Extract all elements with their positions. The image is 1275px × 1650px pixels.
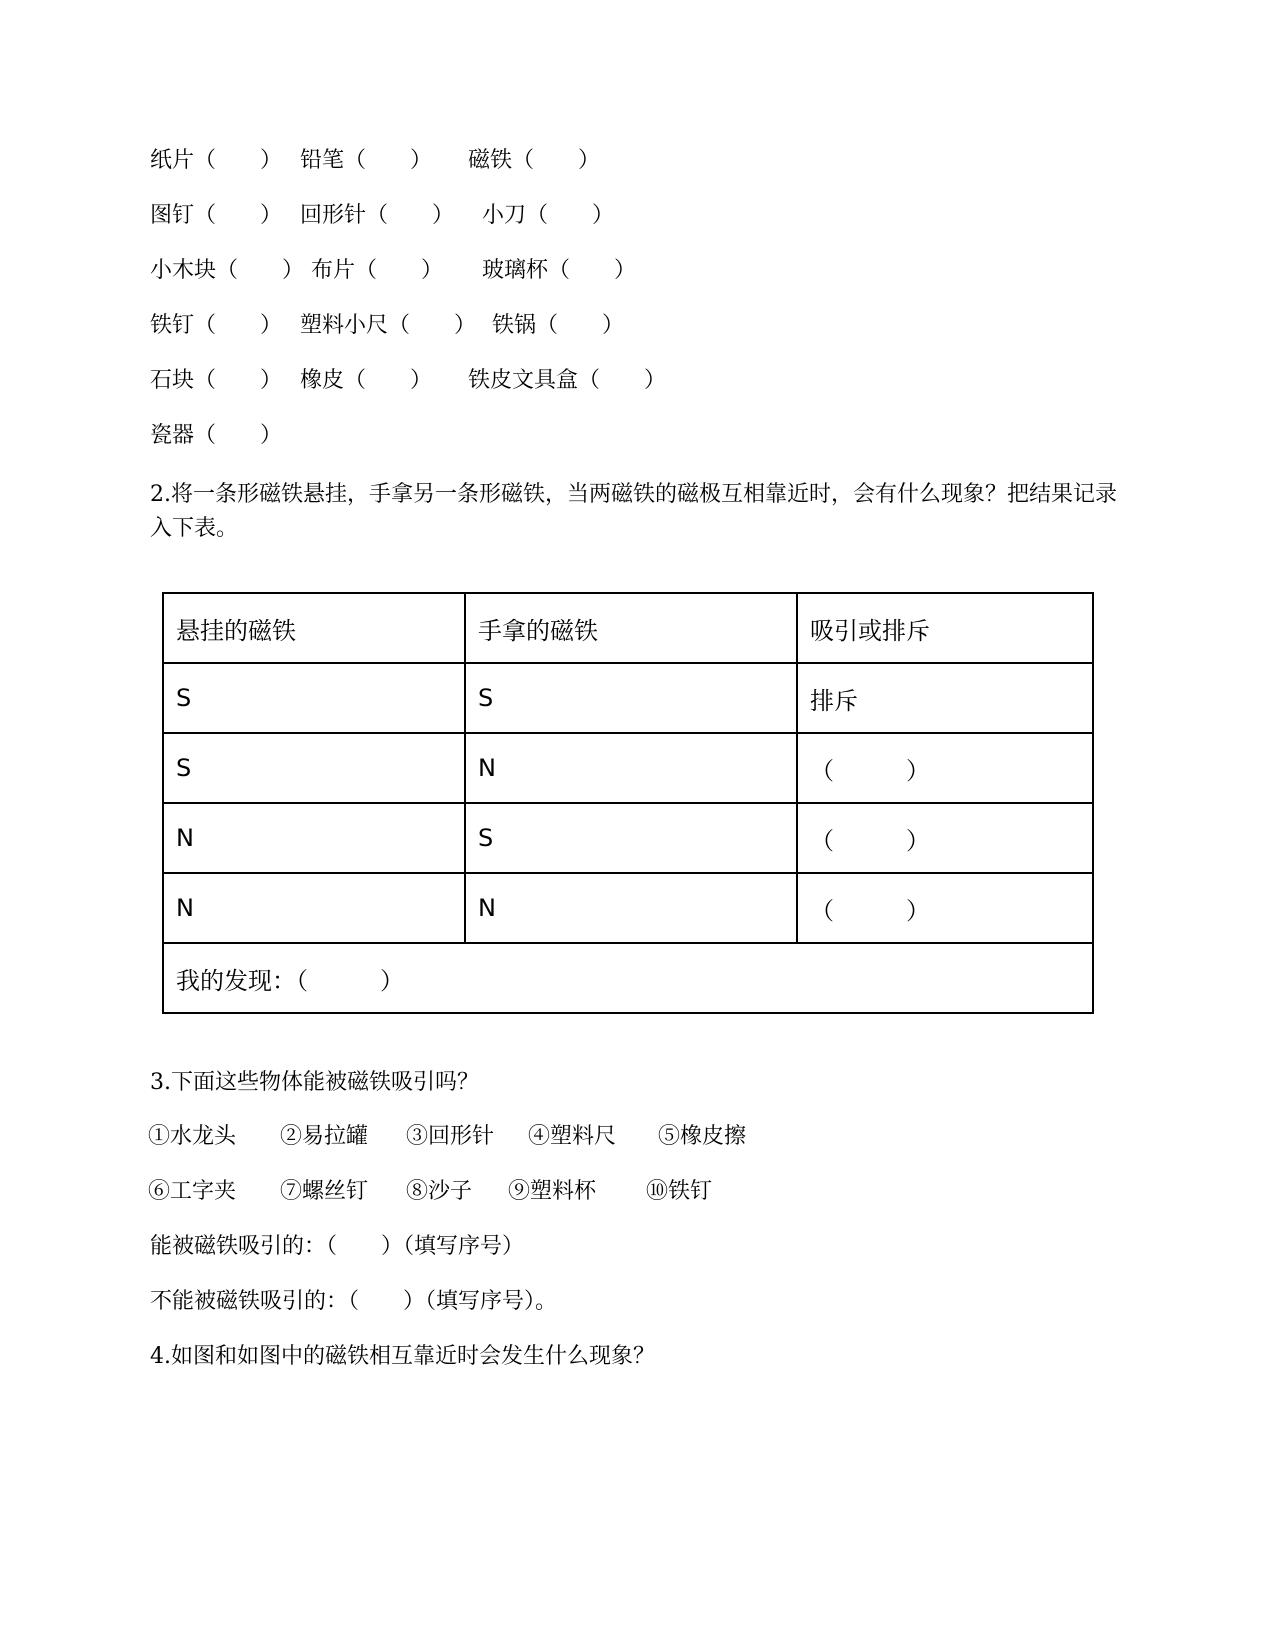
q3-item: ⑥工字夹 xyxy=(148,1179,237,1204)
q3-not-attract-answer[interactable]: 不能被磁铁吸引的：（ ）（填写序号）。 xyxy=(150,1289,558,1314)
table-cell: N xyxy=(465,733,797,803)
item-magnet: 磁铁（ ） xyxy=(468,148,601,173)
table-header-cell: 悬挂的磁铁 xyxy=(163,593,465,663)
q3-attract-answer[interactable]: 能被磁铁吸引的：（ ）（填写序号） xyxy=(150,1234,525,1259)
item-porcelain: 瓷器（ ） xyxy=(150,423,283,448)
q3-item: ①水龙头 xyxy=(148,1124,237,1149)
answer-blank[interactable]: （ ） xyxy=(797,803,1093,873)
item-paper: 纸片（ ） xyxy=(150,148,283,173)
q3-item: ⑧沙子 xyxy=(406,1179,473,1204)
item-glass-cup: 玻璃杯（ ） xyxy=(482,258,637,283)
table-cell: S xyxy=(465,663,797,733)
item-pencil-case: 铁皮文具盒（ ） xyxy=(468,368,667,393)
q3-item: ⑤橡皮擦 xyxy=(658,1124,747,1149)
table-finding-row xyxy=(163,943,1093,1013)
item-paperclip: 回形针（ ） xyxy=(300,203,455,228)
item-woodblock: 小木块（ ） xyxy=(150,258,305,283)
table-cell: S xyxy=(163,663,465,733)
item-plastic-ruler: 塑料小尺（ ） xyxy=(300,313,477,338)
q3-item: ⑦螺丝钉 xyxy=(280,1179,369,1204)
item-iron-nail: 铁钉（ ） xyxy=(150,313,283,338)
question-2: 2.将一条形磁铁悬挂，手拿另一条形磁铁，当两磁铁的磁极互相靠近时，会有什么现象？把结果记录入下表。 xyxy=(150,482,1117,541)
table-header-row xyxy=(163,593,1093,663)
table-header-cell: 手拿的磁铁 xyxy=(465,593,797,663)
q3-item: ④塑料尺 xyxy=(528,1124,617,1149)
table-row xyxy=(163,873,1093,943)
finding-cell[interactable]: 我的发现：（ ） xyxy=(163,943,1093,1013)
item-pencil: 铅笔（ ） xyxy=(300,148,433,173)
item-eraser: 橡皮（ ） xyxy=(300,368,433,393)
q3-item: ②易拉罐 xyxy=(280,1124,369,1149)
record-table xyxy=(162,592,1094,1014)
table-row xyxy=(163,803,1093,873)
table-cell: S xyxy=(465,803,797,873)
question-3-title: 3.下面这些物体能被磁铁吸引吗？ xyxy=(150,1070,479,1095)
table-row xyxy=(163,733,1093,803)
q3-item: ⑨塑料杯 xyxy=(508,1179,597,1204)
table-cell: N xyxy=(465,873,797,943)
table-cell: N xyxy=(163,803,465,873)
item-cloth: 布片（ ） xyxy=(311,258,444,283)
item-iron-pot: 铁锅（ ） xyxy=(492,313,625,338)
item-knife: 小刀（ ） xyxy=(482,203,615,228)
table-header-cell: 吸引或排斥 xyxy=(797,593,1093,663)
item-stone: 石块（ ） xyxy=(150,368,283,393)
table-cell: 排斥 xyxy=(797,663,1093,733)
table-cell: N xyxy=(163,873,465,943)
answer-blank[interactable]: （ ） xyxy=(797,873,1093,943)
q3-item: ③回形针 xyxy=(406,1124,495,1149)
table-row xyxy=(163,663,1093,733)
item-pushpin: 图钉（ ） xyxy=(150,203,283,228)
table-cell: S xyxy=(163,733,465,803)
q3-item: ⑩铁钉 xyxy=(646,1179,713,1204)
answer-blank[interactable]: （ ） xyxy=(797,733,1093,803)
question-4-title: 4.如图和如图中的磁铁相互靠近时会发生什么现象？ xyxy=(150,1344,655,1369)
